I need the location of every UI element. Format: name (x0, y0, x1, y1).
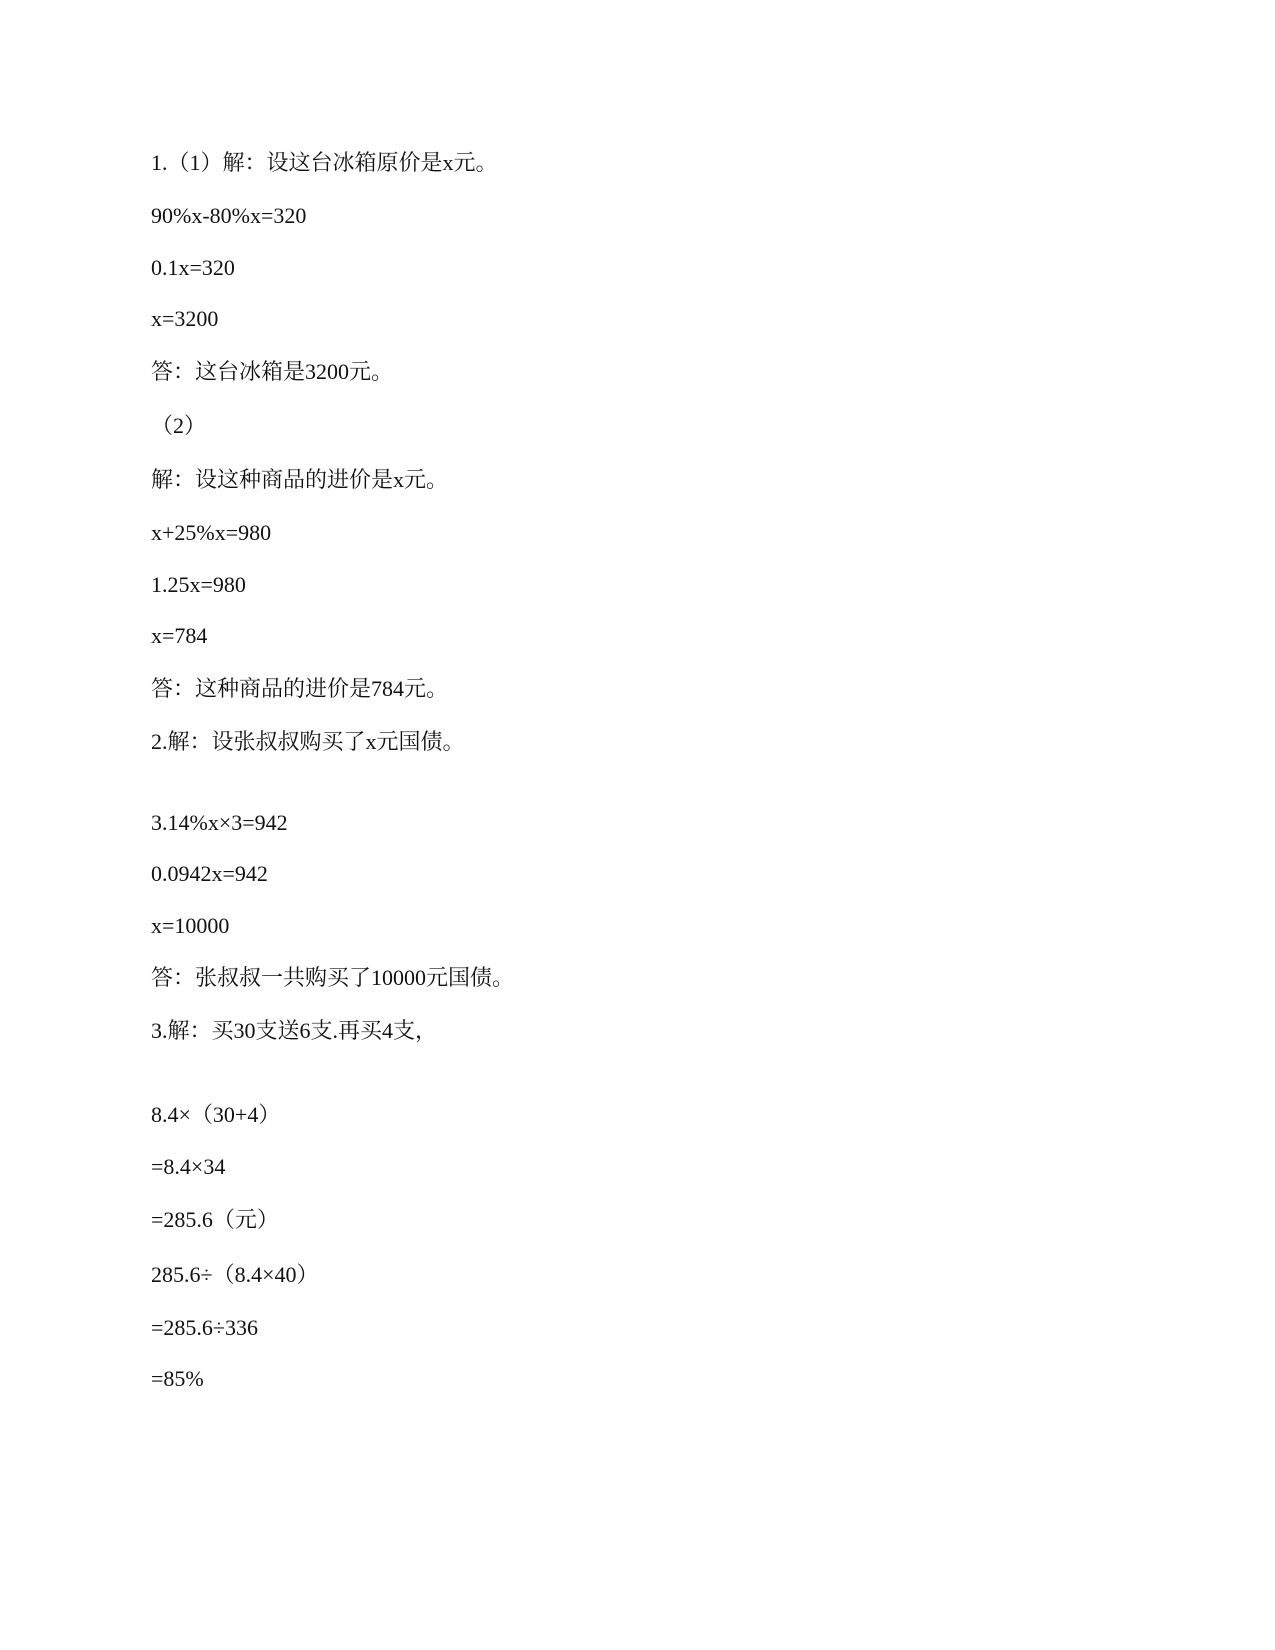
equation-line: x=10000 (151, 913, 230, 938)
equation-line: 3.14%x×3=942 (151, 810, 288, 835)
equation-line: 0.1x=320 (151, 255, 235, 280)
problem-2-solution-heading: 2.解：设张叔叔购买了x元国债。 (151, 729, 465, 754)
problem-3-solution-heading: 3.解：买30支送6支.再买4支， (151, 1018, 438, 1043)
solution-heading: 解：设这种商品的进价是x元。 (151, 467, 449, 492)
calculation-line: =85% (151, 1366, 204, 1391)
calculation-line: 8.4×（30+4） (151, 1102, 281, 1127)
equation-line: x=784 (151, 623, 208, 648)
calculation-line: =8.4×34 (151, 1154, 226, 1179)
calculation-line: 285.6÷（8.4×40） (151, 1262, 319, 1287)
calculation-line: =285.6÷336 (151, 1315, 258, 1340)
answer-line: 答：这种商品的进价是784元。 (151, 676, 449, 701)
equation-line: 1.25x=980 (151, 572, 246, 597)
equation-line: x=3200 (151, 306, 219, 331)
equation-line: 90%x-80%x=320 (151, 203, 307, 228)
answer-line: 答：张叔叔一共购买了10000元国债。 (151, 965, 515, 990)
calculation-line: =285.6（元） (151, 1207, 279, 1232)
equation-line: 0.0942x=942 (151, 861, 268, 886)
problem-1-part-1-solution-heading: 1.（1）解：设这台冰箱原价是x元。 (151, 150, 498, 175)
answer-line: 答：这台冰箱是3200元。 (151, 359, 394, 384)
problem-1-part-2-heading: （2） (151, 413, 207, 438)
equation-line: x+25%x=980 (151, 520, 272, 545)
